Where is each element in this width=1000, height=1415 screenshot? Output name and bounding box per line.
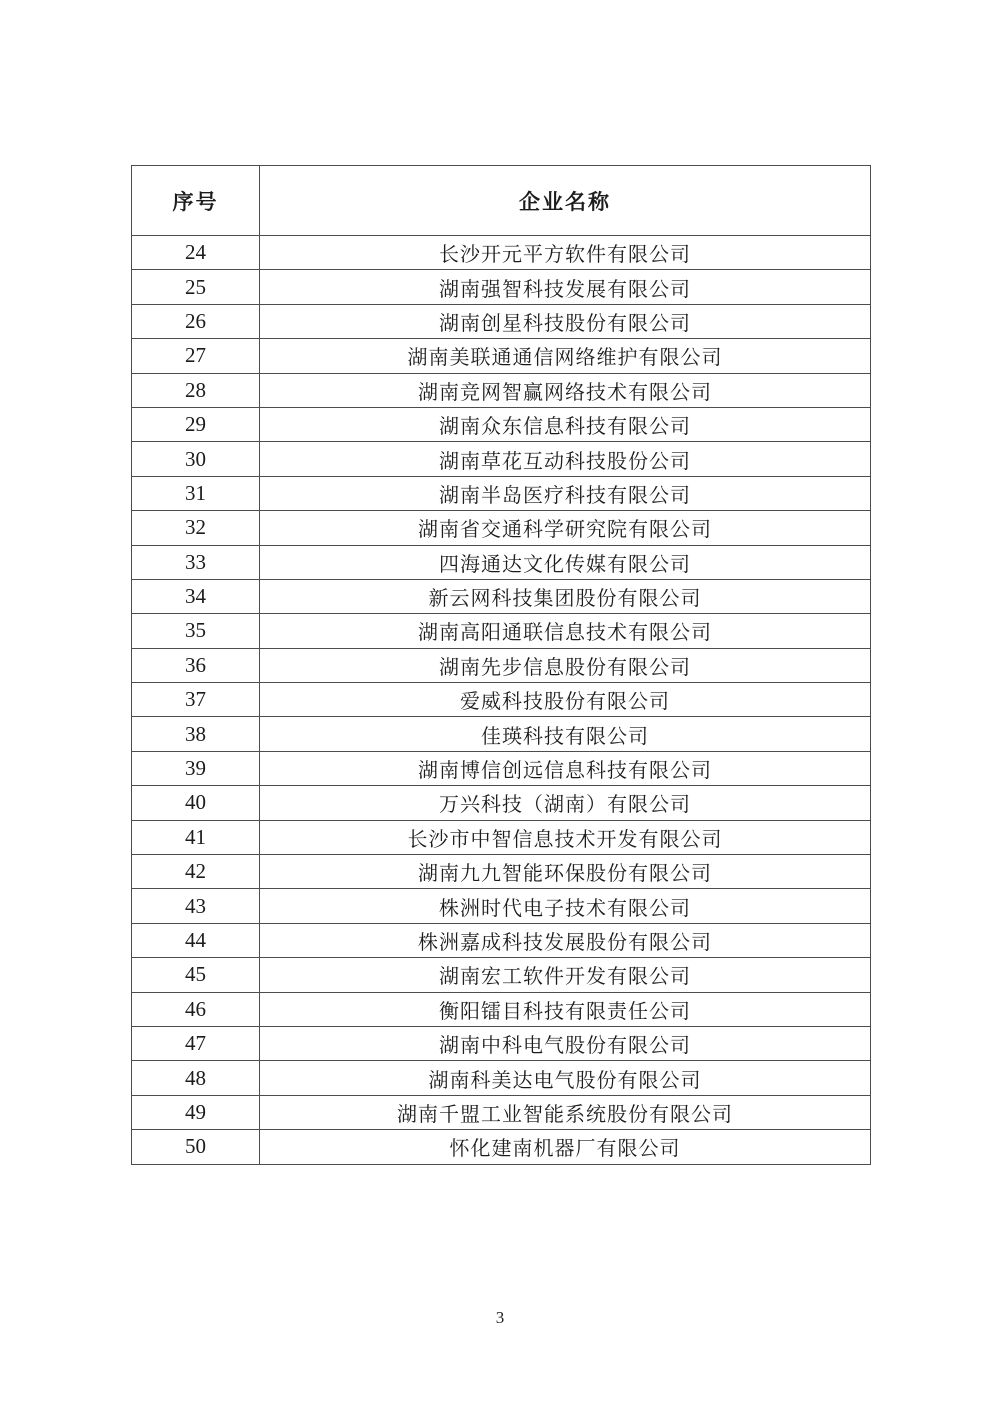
- row-number-cell: 28: [132, 373, 260, 407]
- row-number-cell: 47: [132, 1026, 260, 1060]
- table-row: [132, 270, 871, 304]
- table-row: [132, 786, 871, 820]
- company-name-cell: 新云网科技集团股份有限公司: [260, 579, 871, 613]
- company-name-cell: 湖南竞网智赢网络技术有限公司: [260, 373, 871, 407]
- row-number-cell: 49: [132, 1095, 260, 1129]
- row-number-cell: 36: [132, 648, 260, 682]
- row-number-cell: 45: [132, 958, 260, 992]
- row-number-cell: 35: [132, 614, 260, 648]
- company-name-cell: 湖南强智科技发展有限公司: [260, 270, 871, 304]
- table-row: [132, 476, 871, 510]
- row-number-cell: 30: [132, 442, 260, 476]
- company-name-cell: 湖南草花互动科技股份公司: [260, 442, 871, 476]
- row-number-cell: 31: [132, 476, 260, 510]
- row-number-cell: 34: [132, 579, 260, 613]
- table-row: [132, 339, 871, 373]
- company-name-cell: 株洲时代电子技术有限公司: [260, 889, 871, 923]
- table-row: [132, 614, 871, 648]
- table-row: [132, 648, 871, 682]
- company-name-cell: 湖南科美达电气股份有限公司: [260, 1061, 871, 1095]
- company-name-cell: 爱威科技股份有限公司: [260, 683, 871, 717]
- row-number-cell: 25: [132, 270, 260, 304]
- table-row: [132, 1130, 871, 1164]
- table-row: [132, 717, 871, 751]
- row-number-cell: 32: [132, 511, 260, 545]
- row-number-cell: 33: [132, 545, 260, 579]
- table-row: [132, 442, 871, 476]
- table-row: [132, 683, 871, 717]
- company-name-cell: 湖南美联通通信网络维护有限公司: [260, 339, 871, 373]
- row-number-cell: 38: [132, 717, 260, 751]
- company-name-cell: 湖南创星科技股份有限公司: [260, 304, 871, 338]
- table-row: [132, 373, 871, 407]
- table-row: [132, 579, 871, 613]
- company-name-cell: 湖南先步信息股份有限公司: [260, 648, 871, 682]
- row-number-cell: 48: [132, 1061, 260, 1095]
- company-name-cell: 湖南半岛医疗科技有限公司: [260, 476, 871, 510]
- company-name-cell: 长沙开元平方软件有限公司: [260, 236, 871, 270]
- table-row: [132, 1061, 871, 1095]
- company-name-cell: 湖南九九智能环保股份有限公司: [260, 855, 871, 889]
- company-name-cell: 湖南博信创远信息科技有限公司: [260, 751, 871, 785]
- column-header-name: 企业名称: [260, 166, 871, 236]
- table-row: [132, 751, 871, 785]
- row-number-cell: 41: [132, 820, 260, 854]
- table-row: [132, 889, 871, 923]
- company-name-cell: 衡阳镭目科技有限责任公司: [260, 992, 871, 1026]
- company-name-cell: 湖南中科电气股份有限公司: [260, 1026, 871, 1060]
- company-name-cell: 四海通达文化传媒有限公司: [260, 545, 871, 579]
- table-row: [132, 855, 871, 889]
- row-number-cell: 39: [132, 751, 260, 785]
- company-name-cell: 佳瑛科技有限公司: [260, 717, 871, 751]
- row-number-cell: 42: [132, 855, 260, 889]
- row-number-cell: 43: [132, 889, 260, 923]
- company-name-cell: 湖南宏工软件开发有限公司: [260, 958, 871, 992]
- company-name-cell: 湖南千盟工业智能系统股份有限公司: [260, 1095, 871, 1129]
- table-row: [132, 958, 871, 992]
- row-number-cell: 50: [132, 1130, 260, 1164]
- table-row: [132, 304, 871, 338]
- table-row: [132, 923, 871, 957]
- column-header-no: 序号: [132, 166, 260, 236]
- row-number-cell: 37: [132, 683, 260, 717]
- company-name-cell: 株洲嘉成科技发展股份有限公司: [260, 923, 871, 957]
- company-name-cell: 湖南高阳通联信息技术有限公司: [260, 614, 871, 648]
- table-row: [132, 545, 871, 579]
- company-table: [131, 165, 871, 1165]
- company-name-cell: 长沙市中智信息技术开发有限公司: [260, 820, 871, 854]
- table-row: [132, 820, 871, 854]
- row-number-cell: 29: [132, 407, 260, 441]
- company-name-cell: 万兴科技（湖南）有限公司: [260, 786, 871, 820]
- row-number-cell: 44: [132, 923, 260, 957]
- company-name-cell: 湖南众东信息科技有限公司: [260, 407, 871, 441]
- row-number-cell: 24: [132, 236, 260, 270]
- table-body: [132, 236, 871, 1165]
- table-row: [132, 236, 871, 270]
- table-header-row: [132, 166, 871, 236]
- table-row: [132, 511, 871, 545]
- company-name-cell: 怀化建南机器厂有限公司: [260, 1130, 871, 1164]
- company-name-cell: 湖南省交通科学研究院有限公司: [260, 511, 871, 545]
- table-row: [132, 407, 871, 441]
- row-number-cell: 46: [132, 992, 260, 1026]
- row-number-cell: 26: [132, 304, 260, 338]
- table-row: [132, 1095, 871, 1129]
- row-number-cell: 27: [132, 339, 260, 373]
- row-number-cell: 40: [132, 786, 260, 820]
- table-row: [132, 992, 871, 1026]
- page-number: 3: [495, 1308, 505, 1327]
- table-row: [132, 1026, 871, 1060]
